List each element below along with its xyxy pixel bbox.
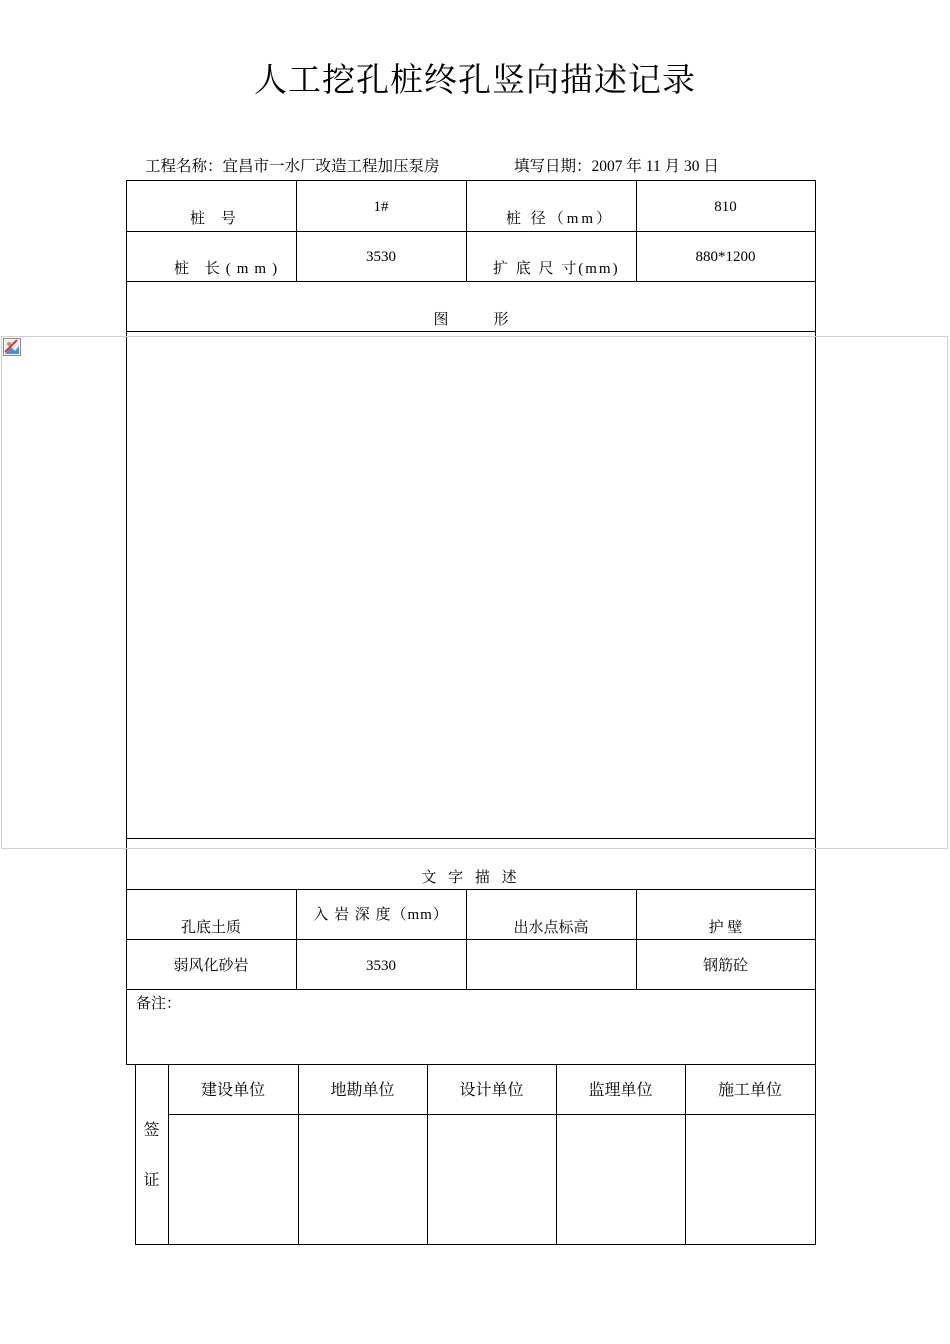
- pile-diameter-label: 桩 径（mm）: [506, 211, 615, 227]
- text-description-label: 文 字 描 述: [421, 870, 521, 886]
- signoff-side-label-1: 签: [143, 1122, 160, 1139]
- bottom-soil-value: 弱风化砂岩: [173, 958, 249, 974]
- pile-no-value: 1#: [373, 199, 389, 215]
- figure-image-frame: [1, 336, 948, 849]
- figure-label: 图 形: [433, 312, 509, 328]
- pile-no-label: 桩 号: [190, 211, 242, 227]
- rock-depth-value: 3530: [366, 958, 396, 974]
- design-unit-label: 设计单位: [459, 1082, 524, 1099]
- base-size-value: 880*1200: [695, 249, 756, 265]
- retaining-wall-value: 钢筋砼: [702, 958, 748, 974]
- page-title: 人工挖孔桩终孔竖向描述记录: [254, 60, 696, 99]
- supervision-unit-label: 监理单位: [588, 1082, 653, 1099]
- construction-owner-label: 建设单位: [200, 1082, 265, 1099]
- date-value: 2007 年 11 月 30 日: [591, 158, 719, 175]
- geological-survey-label: 地勘单位: [330, 1082, 395, 1099]
- pile-length-value: 3530: [366, 249, 396, 265]
- project-name-line: [145, 156, 440, 178]
- contractor-unit-label: 施工单位: [717, 1082, 782, 1099]
- base-size-label: 扩 底 尺 寸(mm): [493, 261, 620, 277]
- rock-depth-label: 入 岩 深 度（mm）: [313, 907, 449, 923]
- pile-length-label: 桩 长(mm): [174, 261, 284, 277]
- water-point-label: 出水点标高: [513, 920, 589, 936]
- broken-image-icon: [3, 338, 21, 356]
- signoff-side-label-2: 证: [143, 1172, 160, 1189]
- retaining-wall-label: 护 壁: [708, 920, 743, 936]
- project-name: 宜昌市一水厂改造工程加压泵房: [222, 158, 440, 175]
- pile-diameter-value: 810: [714, 199, 737, 215]
- fill-date-line: [514, 156, 719, 178]
- date-label: 填写日期：: [514, 158, 592, 175]
- bottom-soil-label: 孔底土质: [180, 920, 241, 936]
- remarks-label: 备注：: [136, 996, 182, 1012]
- project-label: 工程名称：: [145, 158, 223, 175]
